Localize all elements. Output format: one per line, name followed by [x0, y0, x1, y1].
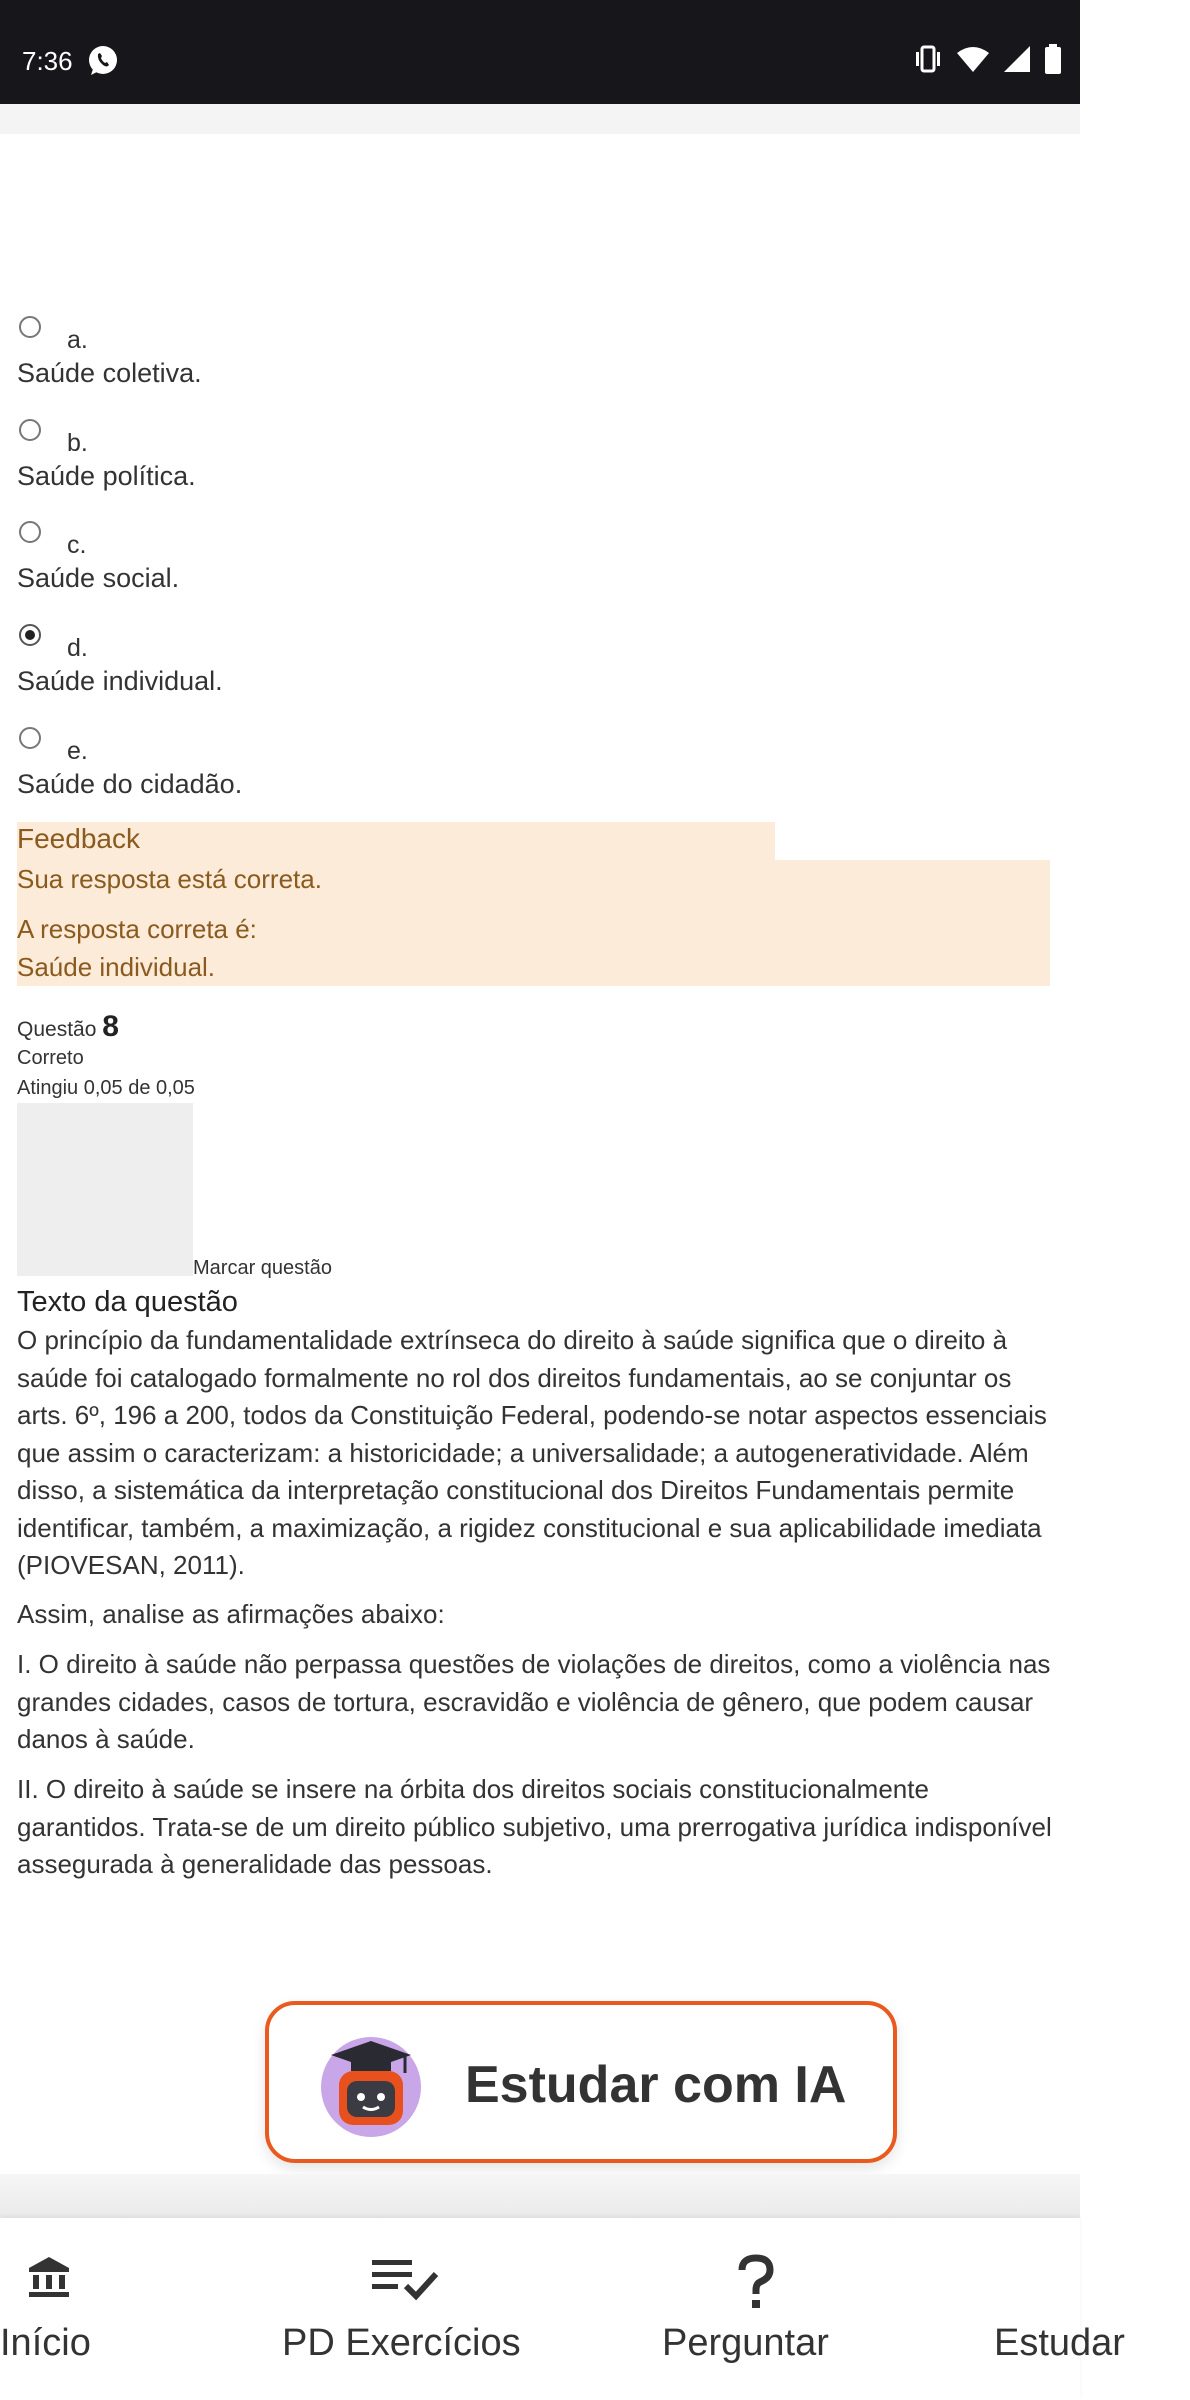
nav-item-inicio[interactable]: [0, 2218, 200, 2400]
playlist-check-icon: [370, 2254, 440, 2304]
question-label: [17, 1010, 119, 1044]
status-time: 7:36: [22, 46, 73, 76]
option-text: Saúde política.: [17, 461, 196, 491]
status-icons: [912, 44, 1062, 74]
robot-graduate-icon: [315, 2027, 427, 2139]
status-bar: [0, 0, 1080, 104]
flag-question-box[interactable]: [17, 1103, 193, 1276]
question-mark-icon: [736, 2254, 776, 2310]
option-letter: e.: [67, 737, 88, 765]
option-text: Saúde individual.: [17, 666, 223, 696]
nav-label: Perguntar: [662, 2322, 829, 2364]
feedback-correct-answer: Saúde individual.: [17, 952, 216, 982]
option-letter: c.: [67, 531, 87, 559]
bottom-nav: [0, 2218, 1125, 2400]
battery-icon: [1044, 44, 1062, 74]
whatsapp-icon: [86, 44, 120, 78]
study-with-ai-label: Estudar com IA: [465, 2056, 847, 2114]
feedback-result: Sua resposta está correta.: [17, 864, 322, 894]
study-with-ai-button[interactable]: [265, 2001, 897, 2163]
nav-label: Início: [0, 2322, 91, 2364]
option-letter: d.: [67, 634, 88, 662]
flag-question-label[interactable]: Marcar questão: [193, 1257, 332, 1279]
question-label-text: Questão: [17, 1018, 97, 1041]
wifi-icon: [956, 45, 990, 73]
radio-unselected-icon[interactable]: [17, 417, 43, 443]
radio-unselected-icon[interactable]: [17, 314, 43, 340]
nav-item-perguntar[interactable]: [640, 2218, 870, 2400]
question-paragraph: O princípio da fundamentalidade extrínseca do direito à saúde significa que o direito à saúde foi catalogado formalmente no rol dos direitos fundamentais, ao se conjuntar os arts. 6º, 196 a 200, todos da Constituição Federal, podendo-se notar aspectos essenciais que assim o caracterizam: a historicidade; a universalidade; a autogeneratividade. Além disso, a sistemática da interpretação constitucional dos Direitos Fundamentais permite identificar, também, a maximização, a rigidez constitucional e sua aplicabilidade imediata (PIOVESAN, 2011).: [17, 1325, 1047, 1580]
radio-unselected-icon[interactable]: [17, 725, 43, 751]
question-text-title: Texto da questão: [17, 1286, 238, 1318]
institution-icon: [26, 2254, 72, 2300]
option-text: Saúde social.: [17, 563, 180, 593]
nav-label: Estudar: [994, 2322, 1125, 2364]
question-grade: Atingiu 0,05 de 0,05: [17, 1077, 195, 1099]
radio-selected-icon[interactable]: [17, 622, 43, 648]
question-number: 8: [102, 1010, 119, 1043]
feedback-title: Feedback: [17, 823, 140, 854]
nav-separator: [0, 2174, 1080, 2218]
feedback-correct-intro: A resposta correta é:: [17, 914, 257, 944]
nav-item-estudar[interactable]: [990, 2218, 1190, 2400]
option-letter: a.: [67, 326, 88, 354]
radio-unselected-icon[interactable]: [17, 519, 43, 545]
page-top-strip: [0, 104, 1080, 134]
question-paragraph: I. O direito à saúde não perpassa questões de violações de direitos, como a violência nas grandes cidades, casos de tortura, escravidão e violência de gênero, que podem causar danos à saúde.: [17, 1649, 1051, 1754]
option-text: Saúde coletiva.: [17, 358, 202, 388]
nav-item-pd-exercicios[interactable]: [260, 2218, 550, 2400]
question-paragraph: Assim, analise as afirmações abaixo:: [17, 1599, 445, 1629]
option-letter: b.: [67, 429, 88, 457]
option-text: Saúde do cidadão.: [17, 769, 243, 799]
vibrate-icon: [912, 44, 944, 74]
nav-label: PD Exercícios: [282, 2322, 521, 2364]
signal-icon: [1002, 45, 1032, 73]
question-paragraph: II. O direito à saúde se insere na órbita dos direitos sociais constitucionalmente garantidos. Trata-se de um direito público subjetivo, uma prerrogativa jurídica indisponível assegurada à generalidade das pessoas.: [17, 1774, 1052, 1879]
question-status: Correto: [17, 1047, 84, 1069]
